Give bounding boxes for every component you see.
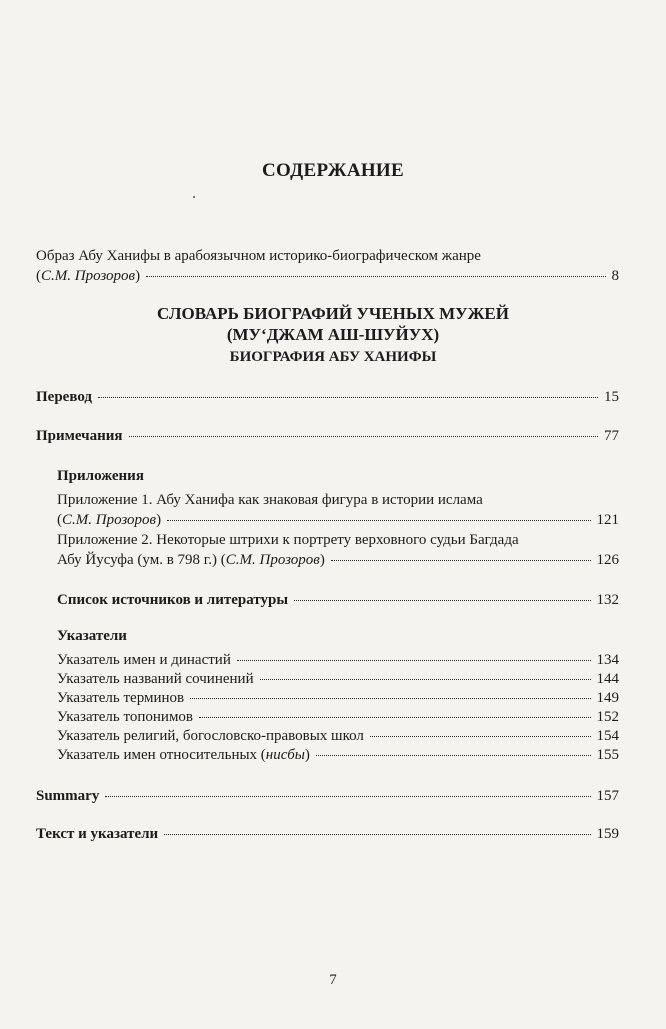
intro-entry-author: (С.М. Прозоров) <box>36 268 141 284</box>
text-indexes-entry <box>36 826 619 843</box>
dictionary-heading-line3: БИОГРАФИЯ АБУ ХАНИФЫ <box>229 349 437 365</box>
summary-label: Summary <box>36 788 100 804</box>
notes-label: Примечания <box>36 428 123 444</box>
index-entry <box>57 728 619 745</box>
index-entry-page: 149 <box>596 690 619 706</box>
appendix1-author: (С.М. Прозоров) <box>57 512 162 528</box>
index-entry <box>57 652 619 669</box>
index-entry <box>57 690 619 707</box>
dot-leader <box>105 796 590 797</box>
text-indexes-label: Текст и указатели <box>36 826 159 842</box>
indexes-heading: Указатели <box>57 628 127 644</box>
sources-label: Список источников и литературы <box>57 592 289 608</box>
appendix1-line1: Приложение 1. Абу Ханифа как знаковая фигура в истории ислама <box>57 492 483 508</box>
dot-leader <box>129 436 598 437</box>
sources-entry <box>57 592 619 609</box>
translation-page: 15 <box>604 389 619 405</box>
appendix2-line2: Абу Йусуфа (ум. в 798 г.) (С.М. Прозоров) <box>57 552 325 568</box>
notes-entry <box>36 428 619 445</box>
appendix2-entry <box>57 552 619 569</box>
paper-speck <box>193 196 195 198</box>
intro-entry <box>36 268 619 285</box>
translation-label: Перевод <box>36 389 92 405</box>
index-entry-label: Указатель топонимов <box>57 709 194 725</box>
index-entry-label: Указатель терминов <box>57 690 185 706</box>
dictionary-heading-line2: (МУ‘ДЖАМ АШ-ШУЙУХ) <box>226 325 440 344</box>
index-entry <box>57 671 619 688</box>
text-indexes-page: 159 <box>596 826 619 842</box>
index-entry <box>57 747 619 764</box>
dot-leader <box>316 755 591 756</box>
dot-leader <box>260 679 591 680</box>
index-entry-label: Указатель религий, богословско-правовых школ <box>57 728 364 744</box>
index-entry-page: 144 <box>596 671 619 687</box>
dot-leader <box>167 520 590 521</box>
notes-page: 77 <box>604 428 619 444</box>
intro-entry-line1: Образ Абу Ханифы в арабоязычном историко-биографическом жанре <box>36 248 481 264</box>
index-entry-label: Указатель имен и династий <box>57 652 231 668</box>
summary-entry <box>36 788 619 805</box>
appendix2-line1: Приложение 2. Некоторые штрихи к портрету верховного судьи Багдада <box>57 532 519 548</box>
dot-leader <box>190 698 590 699</box>
appendix1-entry <box>57 512 619 529</box>
appendix2-page: 126 <box>596 552 619 568</box>
translation-entry <box>36 389 619 406</box>
dot-leader <box>199 717 590 718</box>
index-entry-page: 154 <box>596 728 619 744</box>
dictionary-heading-line1: СЛОВАРЬ БИОГРАФИЙ УЧЕНЫХ МУЖЕЙ <box>156 304 509 323</box>
dot-leader <box>370 736 591 737</box>
index-entry-page: 152 <box>596 709 619 725</box>
index-entry-page: 134 <box>596 652 619 668</box>
sources-page: 132 <box>596 592 619 608</box>
summary-page: 157 <box>596 788 619 804</box>
index-entry-label: Указатель имен относительных (нисбы) <box>57 747 310 763</box>
dot-leader <box>331 560 591 561</box>
index-entry-label: Указатель названий сочинений <box>57 671 254 687</box>
appendix1-page: 121 <box>596 512 619 528</box>
appendices-heading: Приложения <box>57 468 144 484</box>
dot-leader <box>237 660 591 661</box>
page-title: СОДЕРЖАНИЕ <box>262 160 404 181</box>
dot-leader <box>164 834 590 835</box>
intro-entry-page: 8 <box>611 268 619 284</box>
index-entry <box>57 709 619 726</box>
page-number: 7 <box>329 972 337 988</box>
dot-leader <box>146 276 605 277</box>
dot-leader <box>98 397 598 398</box>
dot-leader <box>294 600 590 601</box>
index-entry-page: 155 <box>596 747 619 763</box>
